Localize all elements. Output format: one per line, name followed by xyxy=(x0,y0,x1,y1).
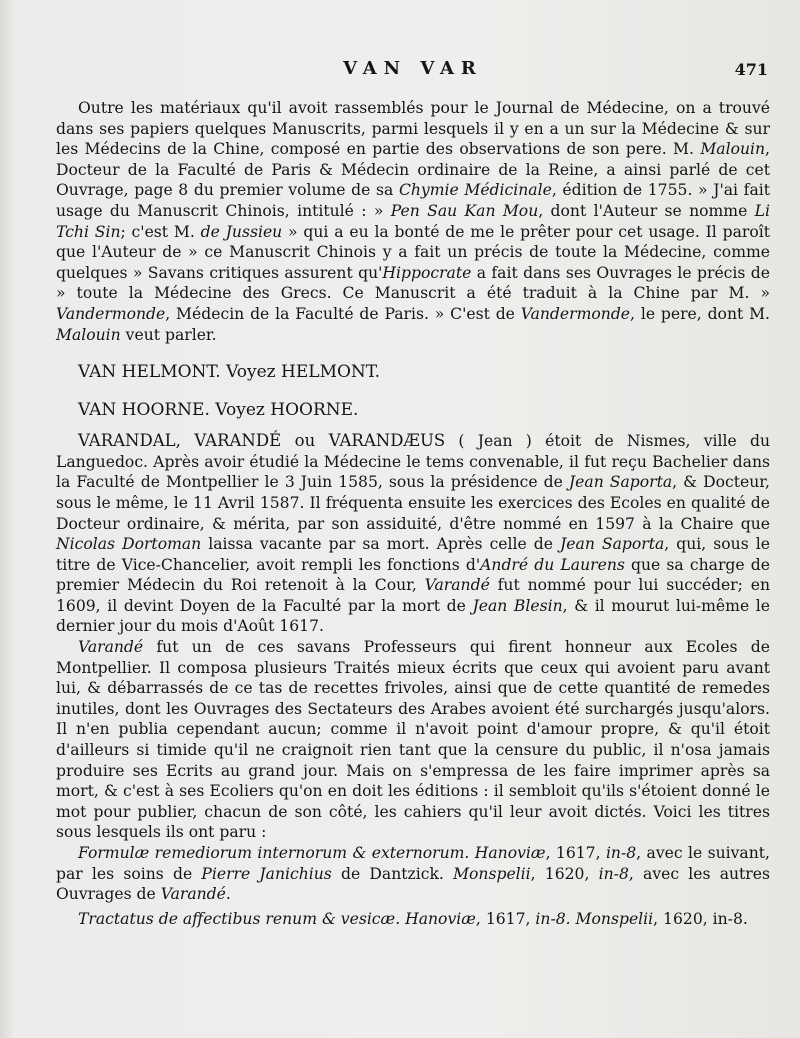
italic-name: de Jussieu xyxy=(200,222,283,241)
entry-van-helmont: VAN HELMONT. Voyez HELMONT. xyxy=(78,362,381,383)
italic-place: Monspelii xyxy=(453,864,531,883)
italic-name: Nicolas Dortoman xyxy=(56,535,202,554)
italic-title: Tractatus de affectibus renum & vesicæ. Hanoviæ xyxy=(78,909,476,928)
italic-title: Pen Sau Kan Mou xyxy=(390,201,539,220)
text-run: , qui, sous le titre de Vice-Chancelier, avoit rempli les fonctions d' xyxy=(56,535,770,574)
text-run: Outre les matériaux qu'il avoit rassemblés pour le Journal de Médecine, on a trouvé dans ses papiers quelques Manuscrits, parmi lesquels il y en a un sur la Médecine & sur les Médecins de la Chine, composé en partie des observations de son pere. M. xyxy=(56,99,770,159)
page-number: 471 xyxy=(734,60,768,79)
text-run: ; c'est M. xyxy=(120,222,201,241)
bibliography-entry-tractatus xyxy=(56,909,770,930)
italic-name: Varandé xyxy=(160,885,226,904)
italic-name: Jean Blesin xyxy=(472,596,563,615)
text-run: que sa charge de premier Médecin du Roi retenoit à la Cour, xyxy=(56,555,770,595)
running-head: VAN VAR xyxy=(343,58,483,79)
italic-name: Varandé xyxy=(424,576,490,595)
body-text xyxy=(56,98,770,929)
text-run: , 1617, xyxy=(475,909,536,928)
text-run: , 1620, xyxy=(530,864,599,883)
text-run: , & il mourut lui-même le dernier jour du mois d'Août 1617. xyxy=(56,596,770,636)
text-run: , Docteur de la Faculté de Paris & Médecin ordinaire de la Reine, a ainsi parlé de cet Ouvrage, page 8 du premier volume de sa xyxy=(56,140,770,200)
page-header xyxy=(56,58,770,98)
italic-name: Jean Saporta xyxy=(568,473,673,492)
italic-name: Li Tchi Sin xyxy=(56,201,770,241)
text-run: , le pere, dont M. xyxy=(630,304,771,323)
text-run: . xyxy=(225,885,231,904)
italic-name: Jean Saporta xyxy=(560,535,665,554)
text-run: , avec le suivant, par les soins de xyxy=(56,844,770,883)
text-run: ( Jean ) étoit de Nismes, ville du Languedoc. Après avoir étudié la Médecine le tems convenable, il fut reçu Bachelier dans la Faculté de Montpellier le 3 Juin 1585, sous la présidence de xyxy=(56,432,770,492)
text-run: , dont l'Auteur se nomme xyxy=(538,201,755,220)
text-run: a fait dans ses Ouvrages le précis de » toute la Médecine des Grecs. Ce Manuscrit a été traduit à la Chine par M. » xyxy=(56,263,770,303)
entry-van-hoorne: VAN HOORNE. Voyez HOORNE. xyxy=(78,400,359,421)
italic-title: Chymie Médicinale xyxy=(398,181,552,200)
text-run: , & Docteur, sous le même, le 11 Avril 1587. Il fréquenta ensuite les exercices des Ecoles en qualité de Docteur ordinaire, & mérita, par son assiduité, d'être nommé en 1597 à la Chaire que xyxy=(56,473,770,533)
italic-name: Vandermonde xyxy=(520,304,631,323)
italic-format: in-8 xyxy=(598,864,629,883)
paragraph-manuscripts xyxy=(56,98,770,345)
text-run: , Médecin de la Faculté de Paris. » C'est de xyxy=(165,304,521,323)
entry-headword: VARANDAL, VARANDÉ ou VARANDÆUS xyxy=(78,431,446,451)
italic-name: Hippocrate xyxy=(382,263,472,282)
italic-name: Malouin xyxy=(700,140,766,159)
text-run: , 1617, xyxy=(545,844,606,862)
text-run: de Dantzick. xyxy=(331,864,454,883)
text-run: , avec les autres Ouvrages de xyxy=(56,864,770,904)
text-run: fut nommé pour lui succéder; en 1609, il devint Doyen de la Faculté par la mort de xyxy=(56,576,770,615)
italic-name: André du Laurens xyxy=(480,555,625,574)
italic-place: in-8. Monspelii xyxy=(535,909,654,928)
italic-name: Vandermonde xyxy=(56,304,166,323)
bibliography-entry-formulae xyxy=(56,843,770,905)
text-run: » qui a eu la bonté de me le prêter pour cet usage. Il paroît que l'Auteur de » ce Manuscrit Chinois y a fait un précis de toute la Médecine, comme quelques » Savans critiques assurent qu' xyxy=(56,222,770,282)
text-run: veut parler. xyxy=(120,325,217,344)
text-run: , édition de 1755. » J'ai fait usage du Manuscrit Chinois, intitulé : » xyxy=(56,181,770,220)
text-run: , 1620, in-8. xyxy=(653,909,748,928)
text-run: fut un de ces savans Professeurs qui firent honneur aux Ecoles de Montpellier. Il composa plusieurs Traités mieux écrits que ceux qui avoient paru avant lui, & débarrassés de ce tas de recettes frivoles, ainsi que de cette quantité de remedes inutiles, dont les Ouvrages des Sectateurs des Arabes avoient été surchargés jusqu'alors. Il n'en publia cependant aucun; comme il n'avoit point d'amour propre, & qu'il étoit d'ailleurs si timide qu'il ne craignoit rien tant que la censure du public, il n'osa jamais produire ses Ecrits au grand jour. Mais on s'empressa de les faire imprimer après sa mort, & c'est à ses Ecoliers qu'on en doit les éditions : il sembloit qu'ils s'étoient donné le mot pour publier, chacun de son côté, les cahiers qu'il leur avoit dictés. Voici les titres sous lesquels ils ont paru : xyxy=(56,638,770,842)
entry-varandal xyxy=(56,431,770,637)
italic-name: Malouin xyxy=(56,325,121,344)
italic-name: Pierre Janichius xyxy=(201,864,332,883)
text-run: laissa vacante par sa mort. Après celle de xyxy=(201,535,561,554)
italic-format: in-8 xyxy=(605,844,637,862)
italic-name: Varandé xyxy=(78,638,144,657)
italic-title: Formulæ remediorum internorum & externorum. Hanoviæ xyxy=(78,844,546,862)
paragraph-varande-works xyxy=(56,637,770,843)
